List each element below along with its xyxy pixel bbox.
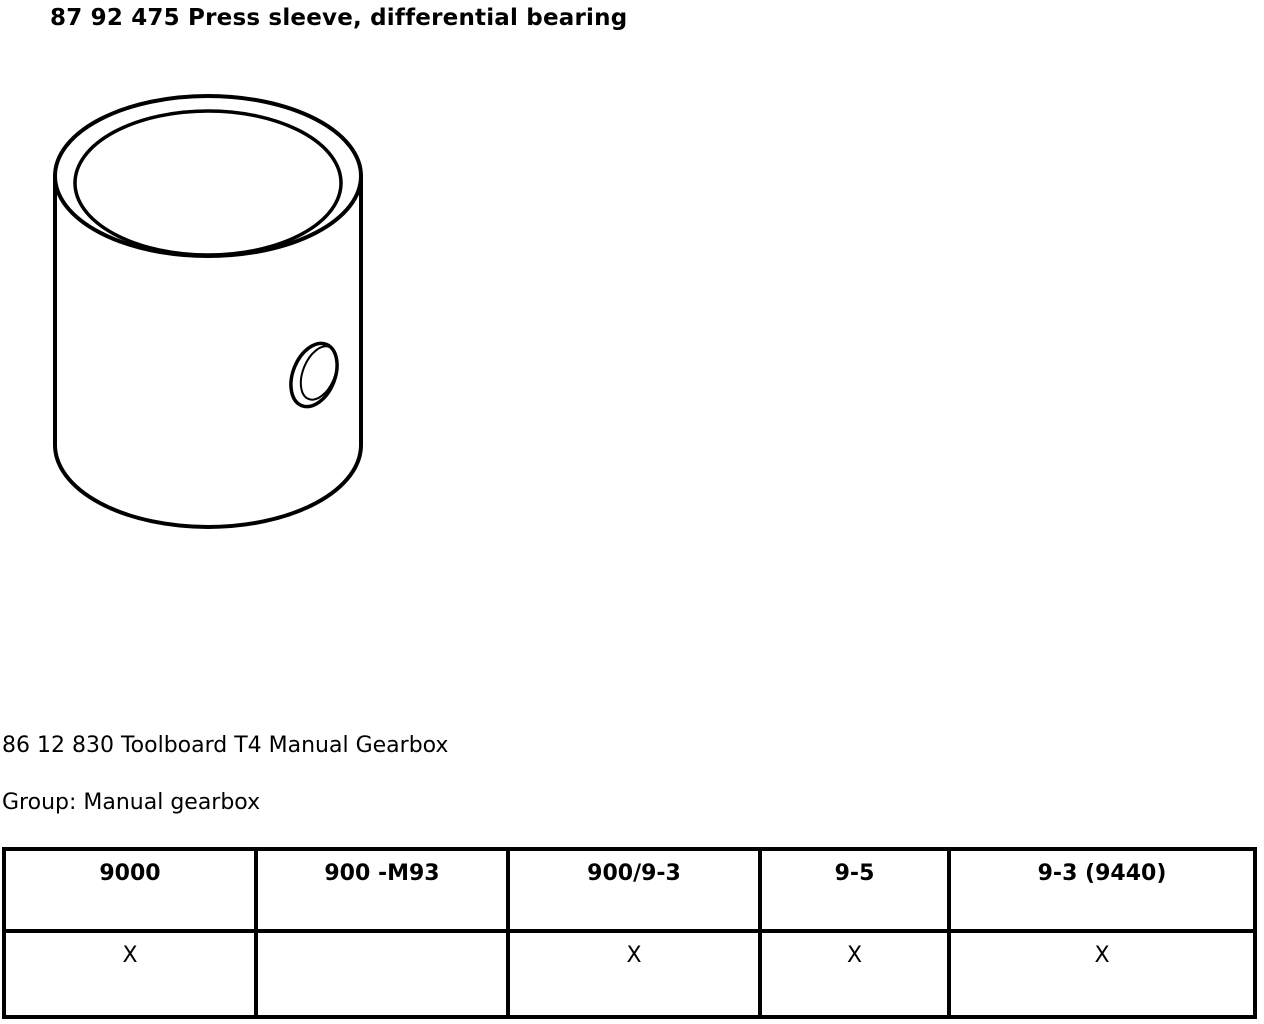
table-cell: X <box>4 931 256 1017</box>
press-sleeve-icon <box>40 85 380 540</box>
toolboard-label: 86 12 830 Toolboard T4 Manual Gearbox <box>2 733 449 758</box>
model-compatibility-table <box>2 847 1257 1019</box>
table-cell <box>256 931 508 1017</box>
column-header: 9-5 <box>760 849 949 931</box>
table-header-row <box>4 849 1255 931</box>
column-header: 900 -M93 <box>256 849 508 931</box>
table-cell: X <box>760 931 949 1017</box>
page-title: 87 92 475 Press sleeve, differential bearing <box>50 5 628 31</box>
column-header: 900/9-3 <box>508 849 760 931</box>
column-header: 9000 <box>4 849 256 931</box>
column-header: 9-3 (9440) <box>949 849 1255 931</box>
table-cell: X <box>949 931 1255 1017</box>
table-cell: X <box>508 931 760 1017</box>
table-row <box>4 931 1255 1017</box>
group-label: Group: Manual gearbox <box>2 790 261 815</box>
